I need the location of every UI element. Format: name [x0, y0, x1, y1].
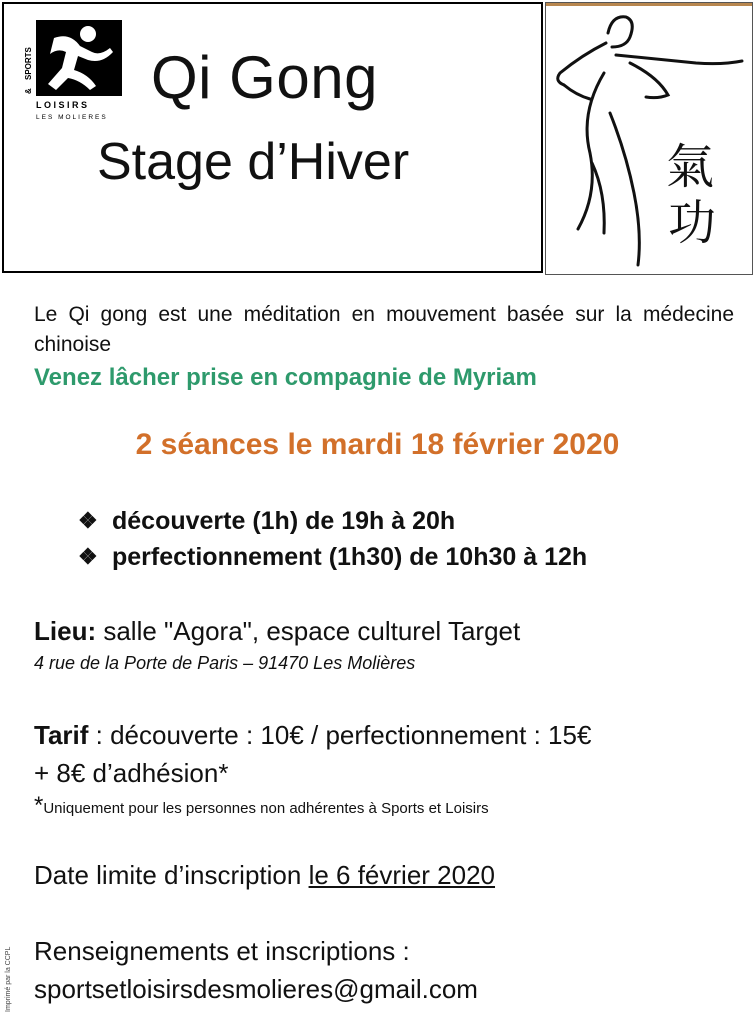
sessions-title: 2 séances le mardi 18 février 2020	[135, 428, 620, 461]
header-box	[2, 2, 543, 273]
deadline-label: Date limite d’inscription	[34, 860, 309, 890]
sports-loisirs-logo	[18, 18, 124, 126]
pricing-label: Tarif	[34, 720, 89, 750]
calligraphy-qi: 氣	[666, 139, 715, 195]
page-title: Qi Gong	[151, 44, 378, 111]
pricing-line	[34, 716, 591, 754]
footnote	[34, 792, 489, 820]
qigong-illustration	[545, 2, 753, 275]
logo-line-molieres: LES MOLIERES	[36, 114, 108, 121]
deadline-date: le 6 février 2020	[308, 860, 496, 890]
session-item-decouverte	[78, 503, 587, 539]
sessions-list	[78, 503, 587, 575]
membership-fee: + 8€ d’adhésion*	[34, 758, 229, 788]
session-label: découverte (1h) de 19h à 20h	[112, 506, 456, 535]
logo-amp: &	[24, 88, 33, 94]
venue-label: Lieu:	[34, 616, 97, 646]
registration-deadline	[34, 860, 495, 891]
intro-text: Le Qi gong est une méditation en mouvement basée sur la médecine chinoise	[34, 303, 734, 356]
contact-label: Renseignements et inscriptions :	[34, 936, 410, 966]
contact-block	[34, 932, 478, 1008]
page-subtitle: Stage d’Hiver	[97, 133, 410, 191]
venue-address: 4 rue de la Porte de Paris – 91470 Les Molières	[34, 653, 416, 673]
logo-line-loisirs: LOISIRS	[36, 100, 90, 110]
tagline: Venez lâcher prise en compagnie de Myriam	[34, 364, 537, 391]
session-item-perfectionnement	[78, 539, 587, 575]
qigong-figure-drawing	[546, 3, 752, 273]
venue-value: salle "Agora", espace culturel Target	[103, 616, 521, 646]
diamond-bullet-icon: ❖	[78, 508, 98, 533]
footnote-text: Uniquement pour les personnes non adhérentes à Sports et Loisirs	[43, 800, 489, 817]
session-label: perfectionnement (1h30) de 10h30 à 12h	[112, 542, 588, 571]
footnote-star: *	[34, 792, 44, 819]
contact-email[interactable]: sportsetloisirsdesmolieres@gmail.com	[34, 974, 478, 1004]
calligraphy-gong: 功	[668, 195, 717, 251]
logo-line-sports: SPORTS	[24, 47, 33, 80]
frame-accent-line	[546, 3, 752, 6]
venue-line	[34, 616, 520, 647]
printer-credit: Imprimé par la CCPL	[5, 946, 12, 1012]
pricing-value: : découverte : 10€ / perfectionnement : 15€	[88, 720, 592, 750]
pricing-block	[34, 716, 591, 792]
diamond-bullet-icon: ❖	[78, 544, 98, 569]
